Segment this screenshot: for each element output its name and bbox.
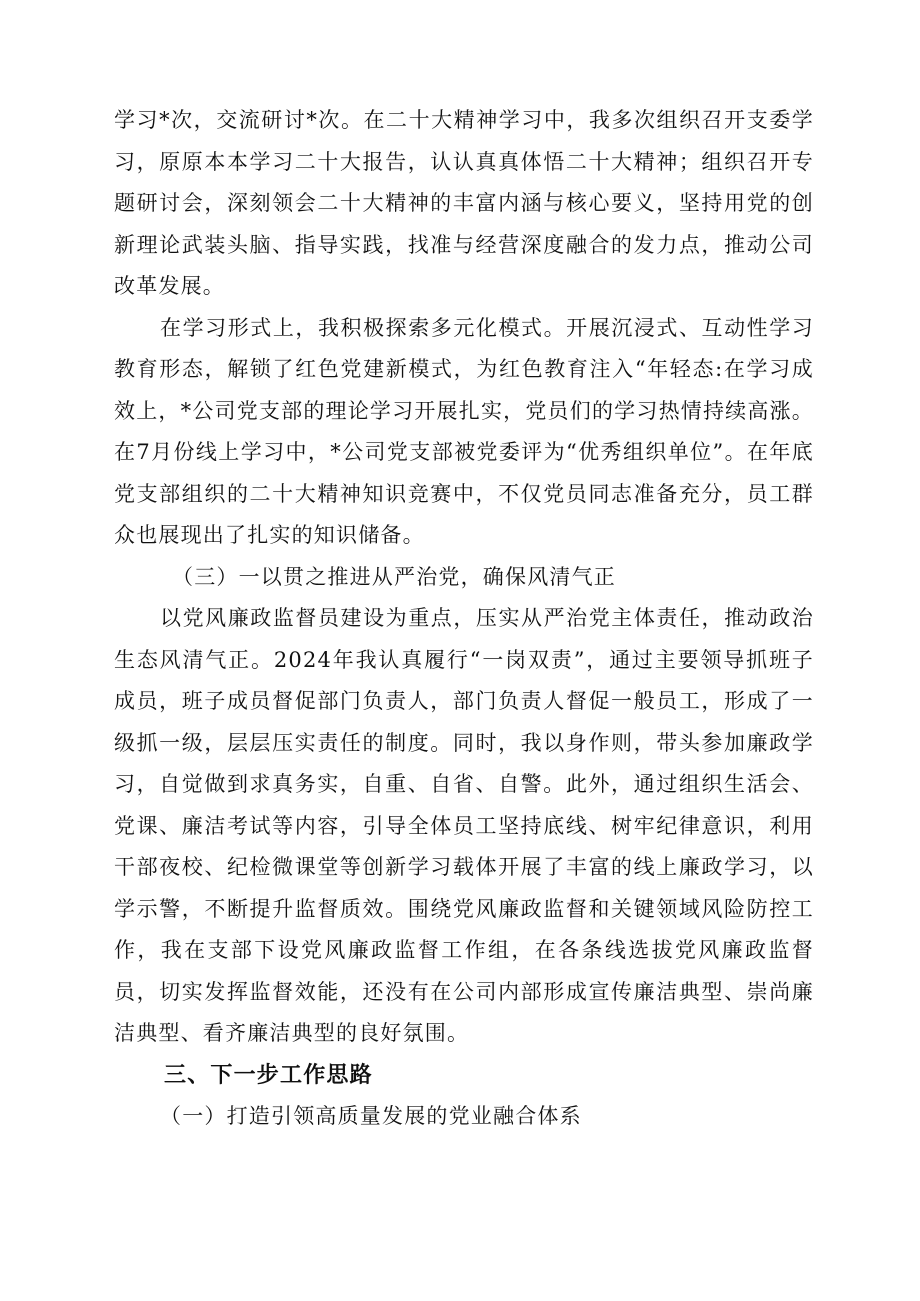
paragraph-integrity-supervision: 以党风廉政监督员建设为重点，压实从严治党主体责任，推动政治生态风清气正。2024年我认真履行“一岗双责”，通过主要领导抓班子成员，班子成员督促部门负责人，部门负责人督促一般员工，形成了一级抓一级，层层压实责任的制度。同时，我以身作则，带头参加廉政学习，自觉做到求真务实，自重、自省、自警。此外，通过组织生活会、党课、廉洁考试等内容，引导全体员工坚持底线、树牢纪律意识，利用干部夜校、纪检微课堂等创新学习载体开展了丰富的线上廉政学习，以学示警，不断提升监督质效。围绕党风廉政监督和关键领域风险防控工作，我在支部下设党风廉政监督工作组，在各条线选拔党风廉政监督员，切实发挥监督效能，还没有在公司内部形成宣传廉洁典型、崇尚廉洁典型、看齐廉洁典型的良好氛围。 bbox=[114, 606, 814, 1045]
subheading-strict-governance: （三）一以贯之推进从严治党，确保风清气正 bbox=[172, 564, 616, 589]
document-body bbox=[114, 100, 814, 1138]
paragraph-study-form: 在学习形式上，我积极探索多元化模式。开展沉浸式、互动性学习教育形态，解锁了红色党建新模式，为红色教育注入“年轻态:在学习成效上，*公司党支部的理论学习开展扎实，党员们的学习热情持续高涨。在7月份线上学习中，*公司党支部被党委评为“优秀组织单位”。在年底党支部组织的二十大精神知识竞赛中，不仅党员同志准备充分，员工群众也展现出了扎实的知识储备。 bbox=[114, 315, 814, 547]
paragraph-study-count: 学习*次，交流研讨*次。在二十大精神学习中，我多次组织召开支委学习，原原本本学习二十大报告，认认真真体悟二十大精神；组织召开专题研讨会，深刻领会二十大精神的丰富内涵与核心要义，坚持用党的创新理论武装头脑、指导实践，找准与经营深度融合的发力点，推动公司改革发展。 bbox=[114, 108, 814, 298]
subheading-party-business-integration: （一）打造引领高质量发展的党业融合体系 bbox=[160, 1104, 582, 1128]
section-heading-next-steps: 三、下一步工作思路 bbox=[164, 1062, 373, 1088]
